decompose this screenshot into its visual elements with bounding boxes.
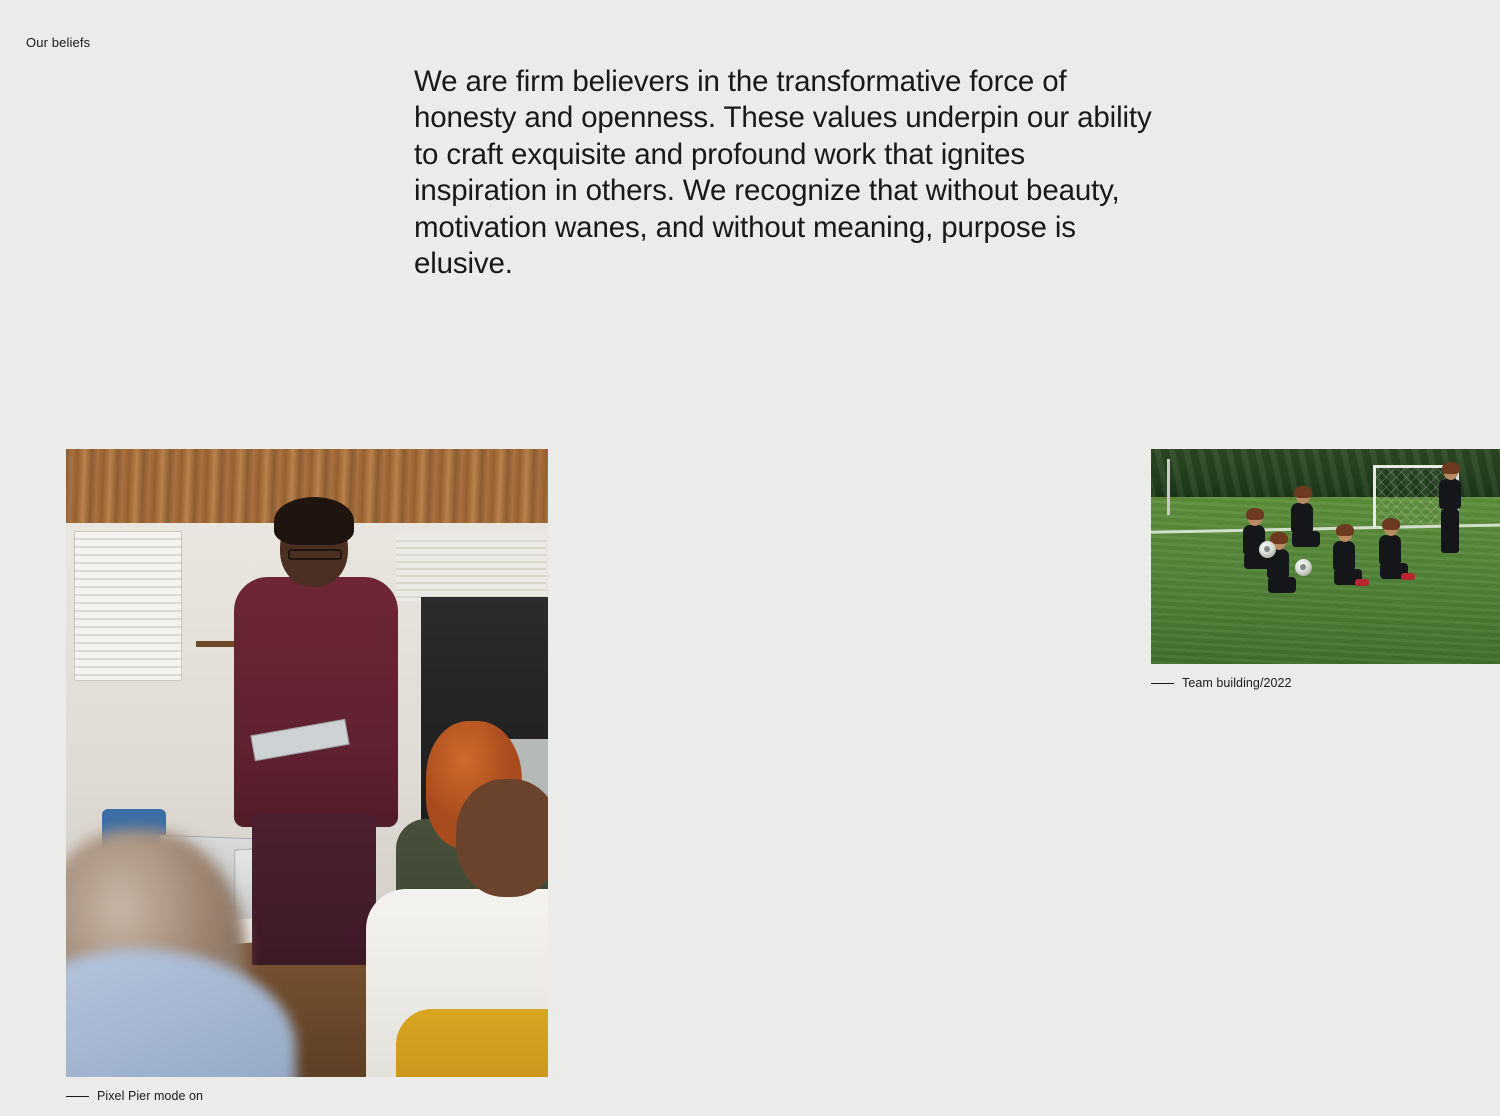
seated-person-yellow-top [396,1009,548,1077]
player-red-sock [1355,579,1369,586]
player-torso [1333,541,1355,571]
player-hair [1442,462,1460,474]
figure-office-meeting [66,449,548,1103]
standing-person-hair [274,497,354,545]
figure-team-building [1151,449,1500,690]
glasses-icon [288,549,342,560]
caption-text: Team building/2022 [1182,676,1292,690]
window [74,531,182,681]
player-legs [1268,577,1296,593]
player-torso [1439,479,1461,509]
player-hair [1336,524,1354,536]
team-photo-art [1151,449,1500,664]
player-legs [1292,531,1320,547]
player-legs [1441,509,1459,553]
caption-rule [1151,683,1174,684]
window-blind [396,535,546,601]
player-hair [1294,486,1312,498]
team-building-image[interactable] [1151,449,1500,664]
standing-person-body [234,577,398,827]
seated-person-bun-head [456,779,548,897]
player-torso [1291,503,1313,533]
light-pole [1167,459,1170,515]
office-meeting-image[interactable] [66,449,548,1077]
section-label: Our beliefs [26,35,91,50]
player-hair [1246,508,1264,520]
office-photo-art [66,449,548,1077]
player-hair [1382,518,1400,530]
caption-rule [66,1096,89,1097]
beliefs-paragraph: We are firm believers in the transformative force of honesty and openness. These values underpin our ability to craft exquisite and profound work that ignites inspiration in others. We recognize that without beauty, motivation wanes, and without meaning, purpose is elusive. [414,64,1152,280]
football-1 [1295,559,1312,576]
football-2 [1259,541,1276,558]
player-torso [1379,535,1401,565]
player-red-sock [1401,573,1415,580]
caption-text: Pixel Pier mode on [97,1089,204,1103]
standing-person-legs [252,815,376,965]
team-building-caption [1151,676,1500,690]
office-meeting-caption [66,1089,548,1103]
